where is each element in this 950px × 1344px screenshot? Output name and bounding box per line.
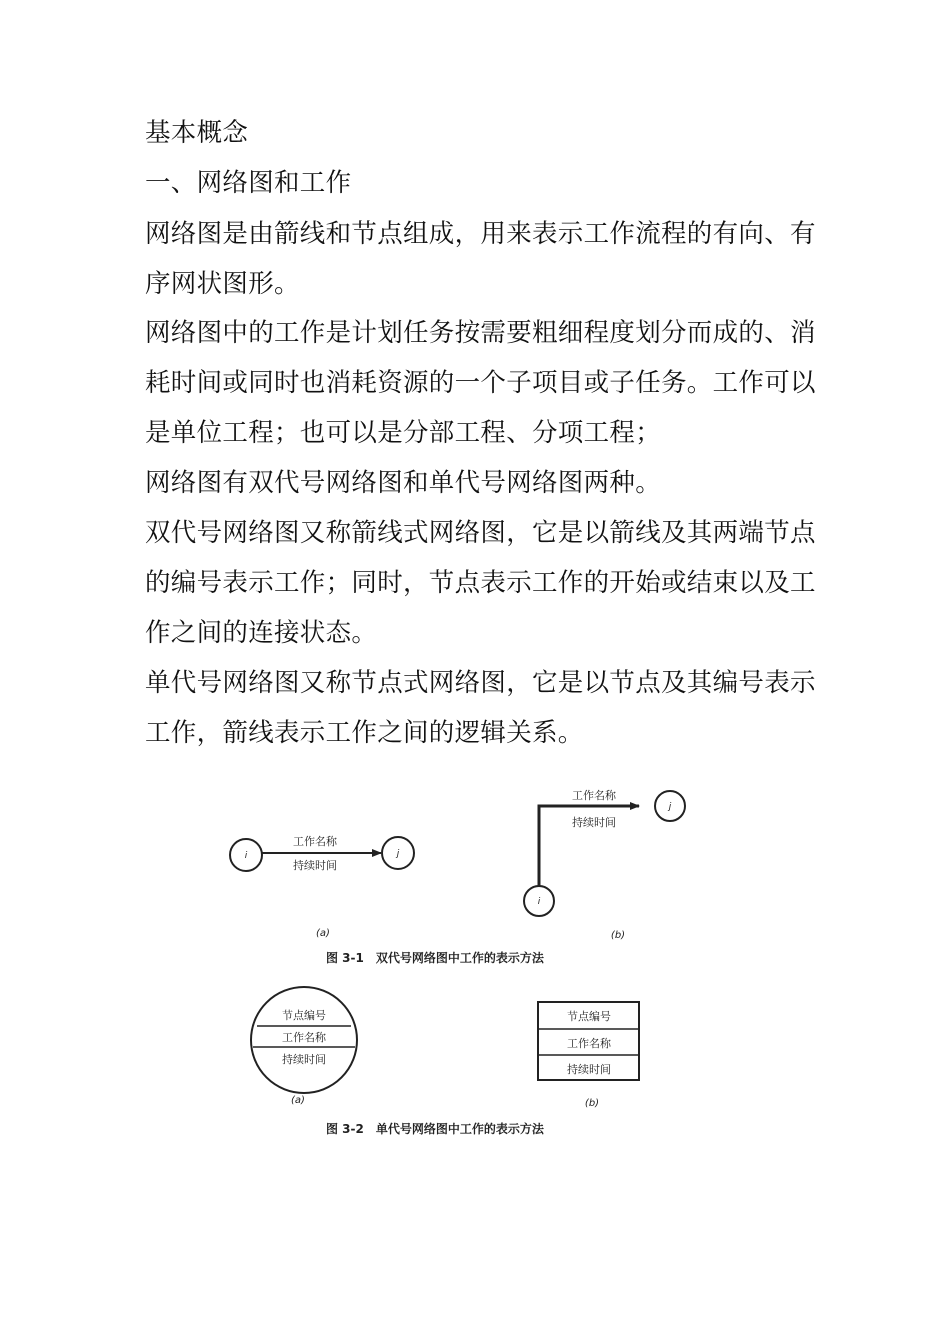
fig1a-duration: 持续时间 — [293, 859, 337, 872]
fig2a-duration: 持续时间 — [282, 1053, 326, 1066]
fig2b-duration: 持续时间 — [567, 1063, 611, 1076]
text-line-8: 网络图有双代号网络图和单代号网络图两种。 — [145, 468, 662, 498]
text-line-12: 单代号网络图又称节点式网络图，它是以节点及其编号表示 — [145, 668, 816, 698]
fig1a-node-start-label: i — [244, 851, 248, 861]
figure1-b — [524, 789, 685, 941]
figure2-a — [251, 987, 357, 1106]
text-line-7: 是单位工程；也可以是分部工程、分项工程； — [145, 418, 662, 448]
fig1b-sub-label: (b) — [610, 930, 626, 941]
fig2b-work-name: 工作名称 — [567, 1037, 611, 1050]
fig2a-work-name: 工作名称 — [282, 1031, 326, 1044]
figure2-b — [538, 1002, 639, 1109]
fig2a-sub-label: (a) — [291, 1095, 305, 1106]
fig1a-node-end-label: j — [396, 849, 400, 859]
fig1b-duration: 持续时间 — [572, 816, 616, 829]
fig2b-sub-label: (b) — [584, 1098, 600, 1109]
figure2-caption: 图 3-2 单代号网络图中工作的表示方法 — [326, 1122, 544, 1136]
fig1a-work-name: 工作名称 — [293, 835, 337, 848]
text-line-4: 序网状图形。 — [145, 269, 300, 299]
text-line-9: 双代号网络图又称箭线式网络图，它是以箭线及其两端节点 — [145, 518, 816, 548]
text-line-6: 耗时间或同时也消耗资源的一个子项目或子任务。工作可以 — [145, 368, 816, 398]
text-line-5: 网络图中的工作是计划任务按需要粗细程度划分而成的、消 — [145, 318, 816, 348]
text-line-2: 一、网络图和工作 — [145, 168, 352, 198]
text-line-3: 网络图是由箭线和节点组成，用来表示工作流程的有向、有 — [145, 219, 816, 249]
text-line-11: 作之间的连接状态。 — [145, 618, 378, 648]
fig1b-node-start-label: i — [537, 897, 541, 907]
fig1b-work-name: 工作名称 — [572, 789, 616, 802]
text-line-1: 基本概念 — [145, 118, 249, 148]
text-line-10: 的编号表示工作；同时，节点表示工作的开始或结束以及工 — [145, 568, 816, 598]
fig2b-node-number: 节点编号 — [567, 1010, 611, 1023]
figure1-a — [230, 835, 414, 939]
fig2a-node-number: 节点编号 — [282, 1009, 326, 1022]
fig1a-sub-label: (a) — [316, 928, 330, 939]
text-line-13: 工作，箭线表示工作之间的逻辑关系。 — [145, 718, 584, 748]
figure1-caption: 图 3-1 双代号网络图中工作的表示方法 — [326, 951, 544, 965]
fig1b-node-end-label: j — [668, 802, 672, 812]
